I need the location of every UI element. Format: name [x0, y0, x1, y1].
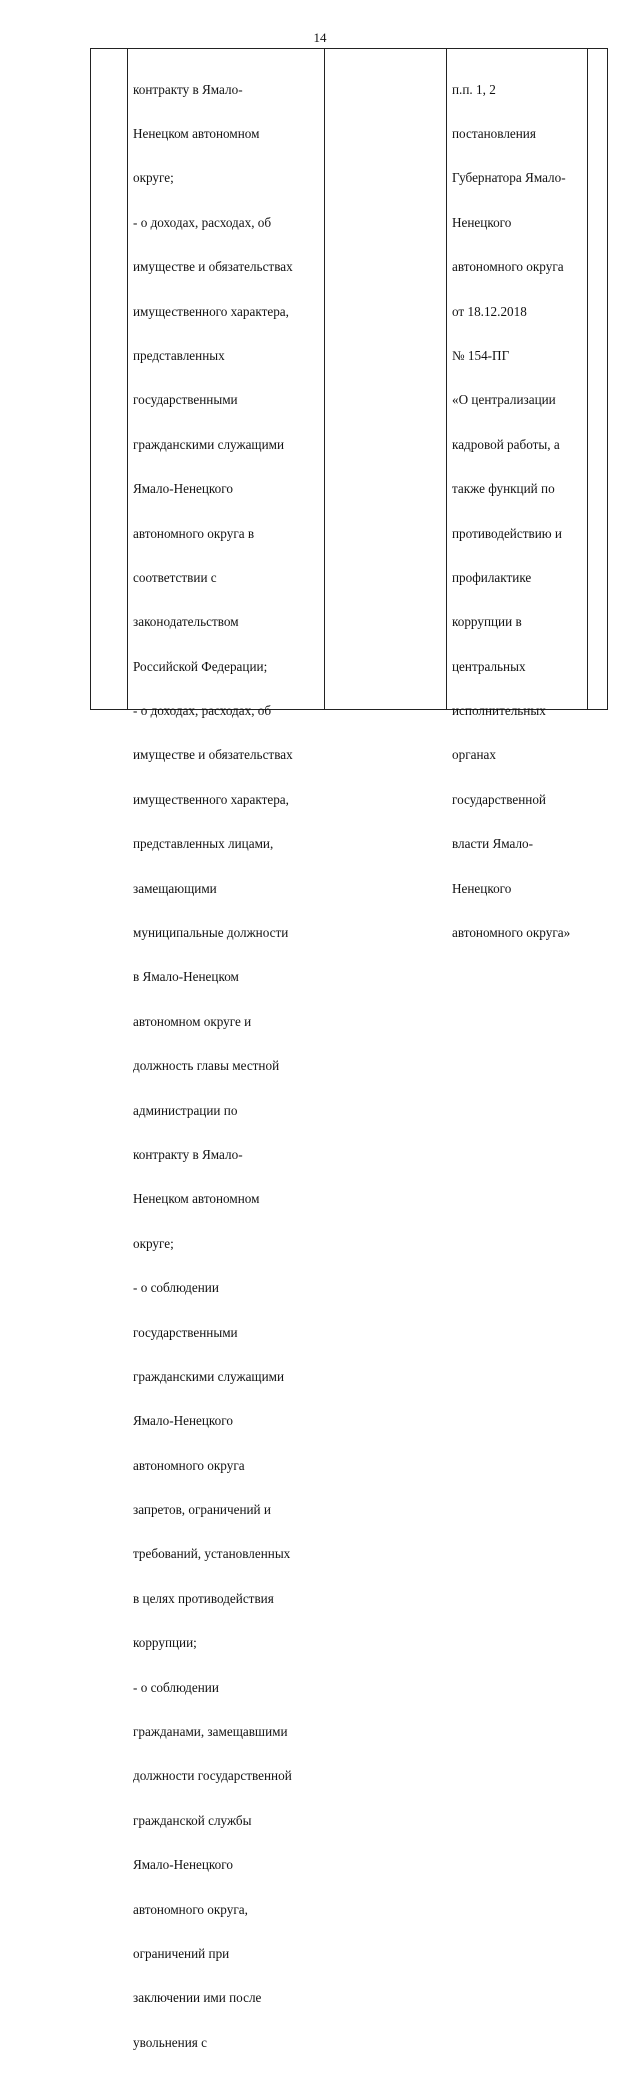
text-line: Ямало-Ненецкого	[133, 481, 233, 497]
text-line: Ямало-Ненецкого	[133, 1413, 233, 1429]
text-line: требований, установленных	[133, 1546, 291, 1562]
text-line: коррупции;	[133, 1635, 197, 1651]
text-line: имуществе и обязательствах	[133, 747, 293, 763]
text-line: автономного округа	[452, 259, 564, 275]
text-line: контракту в Ямало-	[133, 81, 243, 97]
text-line: органах	[452, 747, 496, 763]
text-line: государственной	[452, 791, 546, 807]
text-line: власти Ямало-	[452, 836, 534, 852]
text-line: коррупции в	[452, 614, 522, 630]
text-line: от 18.12.2018	[452, 303, 527, 319]
text-line: представленных лицами,	[133, 836, 274, 852]
text-line: округе;	[133, 1235, 174, 1251]
text-line: Российской Федерации;	[133, 658, 268, 674]
column-divider	[127, 49, 128, 709]
text-line: имуществе и обязательствах	[133, 259, 293, 275]
text-line: Ненецкого	[452, 880, 512, 896]
text-line: «О централизации	[452, 392, 556, 408]
text-line: муниципальные должности	[133, 925, 289, 941]
text-line: гражданами, замещавшими	[133, 1724, 288, 1740]
text-line: контракту в Ямало-	[133, 1146, 243, 1162]
text-line: Ямало-Ненецкого	[133, 1857, 233, 1873]
text-line: автономном округе и	[133, 1013, 252, 1029]
table-cell-legal-basis	[452, 53, 570, 970]
text-line: Ненецком автономном	[133, 1191, 260, 1207]
text-line: имущественного характера,	[133, 791, 289, 807]
text-line: Губернатора Ямало-	[452, 170, 566, 186]
text-line: округе;	[133, 170, 174, 186]
text-line: постановления	[452, 125, 536, 141]
text-line: заключении ими после	[133, 1990, 262, 2006]
column-divider	[324, 49, 325, 709]
column-divider	[446, 49, 447, 709]
text-line: в Ямало-Ненецком	[133, 969, 239, 985]
text-line: противодействию и	[452, 525, 562, 541]
text-line: законодательством	[133, 614, 239, 630]
text-line: п.п. 1, 2	[452, 81, 496, 97]
text-line: государственными	[133, 1324, 238, 1340]
text-line: замещающими	[133, 880, 217, 896]
text-line: гражданской службы	[133, 1812, 252, 1828]
text-line: Ненецком автономном	[133, 125, 260, 141]
text-line: автономного округа»	[452, 925, 571, 941]
text-line: увольнения с	[133, 2034, 207, 2050]
text-line: центральных	[452, 658, 526, 674]
text-line: государственными	[133, 392, 238, 408]
text-line: кадровой работы, а	[452, 436, 560, 452]
text-line: гражданскими служащими	[133, 436, 285, 452]
text-line: гражданскими служащими	[133, 1368, 285, 1384]
text-line: автономного округа в	[133, 525, 255, 541]
text-line: - о соблюдении	[133, 1280, 219, 1296]
column-divider	[587, 49, 588, 709]
text-line: соответствии с	[133, 569, 217, 585]
text-line: администрации по	[133, 1102, 238, 1118]
page-number: 14	[313, 30, 327, 45]
text-line: имущественного характера,	[133, 303, 289, 319]
text-line: № 154-ПГ	[452, 347, 510, 363]
text-line: представленных	[133, 347, 225, 363]
text-line: - о соблюдении	[133, 1679, 219, 1695]
text-line: в целях противодействия	[133, 1590, 274, 1606]
text-line: исполнительных	[452, 703, 546, 719]
text-line: автономного округа	[133, 1457, 245, 1473]
text-line: - о доходах, расходах, об	[133, 703, 272, 719]
text-line: ограничений при	[133, 1946, 230, 1961]
table-cell-description	[133, 53, 293, 2080]
text-line: должность главы местной	[133, 1058, 280, 1074]
text-line: - о доходах, расходах, об	[133, 214, 272, 230]
document-table	[90, 48, 608, 2050]
text-line: также функций по	[452, 481, 555, 497]
text-line: Ненецкого	[452, 214, 512, 230]
text-line: должности государственной	[133, 1768, 292, 1784]
text-line: запретов, ограничений и	[133, 1502, 271, 1518]
text-line: профилактике	[452, 569, 532, 585]
text-line: автономного округа,	[133, 1901, 248, 1917]
